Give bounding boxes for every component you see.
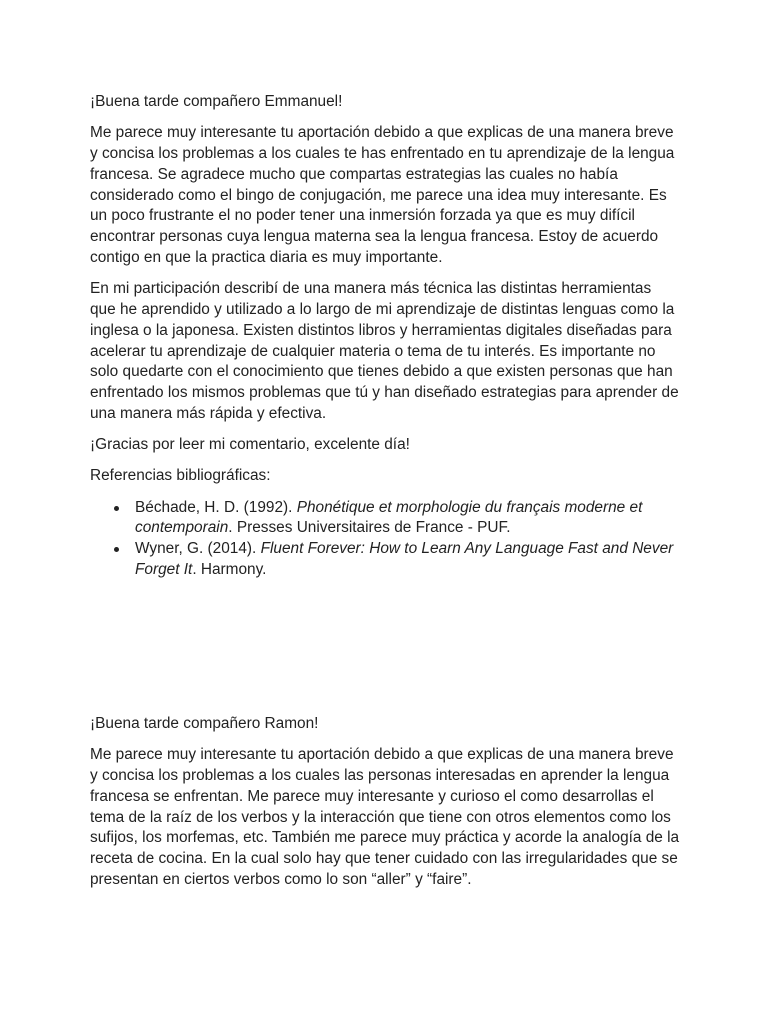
greeting: ¡Buena tarde compañero Emmanuel!: [90, 93, 343, 110]
body-paragraph: En mi participación describí de una manera más técnica las distintas herramientas que he aprendido y utilizado a lo largo de mi aprendizaje de distintas lenguas como la inglesa o la japonesa. Existen distintos libros y herramientas digitales diseñadas para acelerar tu aprendizaje de cualquier materia o tema de tu interés. Es importante no solo quedarte con el conocimiento que tienes debido a que existen personas que han enfrentado los mismos problemas que tú y han diseñado estrategias para aprender de una manera más rápida y efectiva.: [90, 280, 679, 422]
reference-authors: Wyner, G. (2014).: [135, 540, 261, 558]
comment-ramon: [90, 714, 680, 901]
greeting: ¡Buena tarde compañero Ramon!: [90, 715, 319, 732]
body-paragraph: Me parece muy interesante tu aportación debido a que explicas de una manera breve y concisa los problemas a los cuales las personas interesadas en aprender la lengua francesa se enfrentan. Me parece muy interesante y curioso el como desarrollas el tema de la raíz de los verbos y la interacción que tiene con otros elementos como los sufijos, los morfemas, etc. También me parece muy práctica y acorde la analogía de la receta de cocina. En la cual solo hay que tener cuidado con las irregularidades que se presentan en ciertos verbos como lo son “aller” y “faire”.: [90, 746, 680, 888]
comment-emmanuel: [90, 92, 680, 581]
closing-line: ¡Gracias por leer mi comentario, excelente día!: [90, 436, 410, 454]
reference-item: [90, 539, 680, 581]
reference-item: [90, 498, 680, 540]
references-list: [90, 498, 680, 581]
reference-authors: Béchade, H. D. (1992).: [135, 498, 297, 516]
reference-publisher: . Presses Universitaires de France - PUF.: [228, 519, 511, 537]
reference-publisher: . Harmony.: [192, 560, 267, 578]
reference-title: Fluent Forever: How to Learn Any Language Fast and Never Forget It: [135, 540, 674, 578]
body-paragraph: Me parece muy interesante tu aportación debido a que explicas de una manera breve y concisa los problemas a los cuales te has enfrentado en tu aprendizaje de la lengua francesa. Se agradece mucho que compartas estrategias las cuales no había considerado como el bingo de conjugación, me parece una idea muy interesante. Es un poco frustrante el no poder tener una inmersión forzada ya que es muy difícil encontrar personas cuya lengua materna sea la lengua francesa. Estoy de acuerdo contigo en que la practica diaria es muy importante.: [90, 124, 675, 266]
reference-title: Phonétique et morphologie du français moderne et contemporain: [135, 498, 643, 537]
references-heading: Referencias bibliográficas:: [90, 467, 271, 485]
